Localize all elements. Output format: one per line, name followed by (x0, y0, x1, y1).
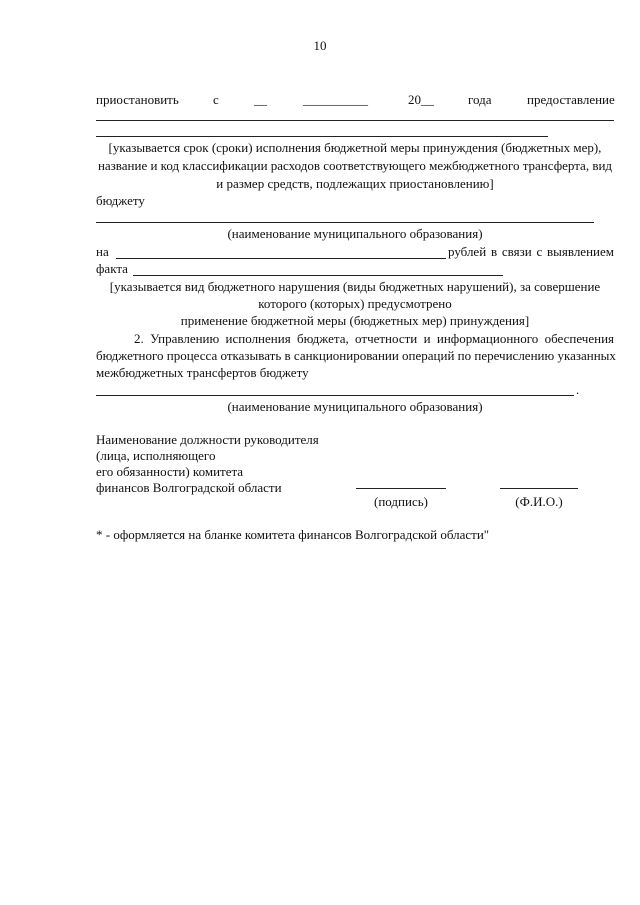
fill-line (96, 222, 594, 223)
note-line: [указывается срок (сроки) исполнения бюджетной меры принуждения (бюджетных мер), (108, 140, 602, 155)
rubles-text: рублей в связи с выявлением (448, 244, 614, 259)
fill-line (96, 395, 574, 396)
signature-line (356, 488, 446, 489)
position-line: финансов Волгоградской области (96, 480, 282, 495)
paragraph-line: бюджетного процесса отказывать в санкционировании операций по перечислению указанных (96, 348, 616, 363)
position-line: (лица, исполняющего (96, 448, 216, 463)
fill-line (116, 258, 446, 259)
on-word: на (96, 244, 109, 259)
note-line: название и код классификации расходов соответствующего межбюджетного трансферта, вид (97, 158, 613, 173)
fill-line (96, 136, 548, 137)
note-line: и размер средств, подлежащих приостановлению] (216, 176, 494, 191)
position-line: Наименование должности руководителя (96, 432, 319, 447)
year-blank: 20__ (408, 92, 434, 107)
fill-line (133, 275, 503, 276)
page-number: 10 (313, 38, 327, 53)
caption-municipality: (наименование муниципального образования) (227, 226, 483, 241)
name-line (500, 488, 578, 489)
signature-caption: (подпись) (374, 494, 428, 509)
paragraph-line: 2. Управлению исполнения бюджета, отчетности и информационного обеспечения (134, 331, 614, 346)
year-word: года (468, 92, 492, 107)
suspend-word: приостановить (96, 92, 179, 107)
caption-municipality: (наименование муниципального образования) (227, 399, 483, 414)
fact-word: факта (96, 261, 128, 276)
name-caption: (Ф.И.О.) (515, 494, 563, 509)
provision-word: предоставление (527, 92, 615, 107)
from-word: с (213, 92, 219, 107)
note-line: [указывается вид бюджетного нарушения (виды бюджетных нарушений), за совершение (109, 279, 601, 294)
budget-word: бюджету (96, 193, 145, 208)
paragraph-line: межбюджетных трансфертов бюджету (96, 365, 309, 380)
fill-line (96, 120, 614, 121)
period: . (576, 382, 580, 397)
day-blank: __ (254, 92, 267, 107)
month-blank: __________ (303, 92, 368, 107)
footnote: * - оформляется на бланке комитета финансов Волгоградской области" (96, 527, 490, 542)
position-line: его обязанности) комитета (96, 464, 244, 479)
note-line: которого (которых) предусмотрено (258, 296, 452, 311)
note-line: применение бюджетной меры (бюджетных мер) принуждения] (180, 313, 530, 328)
